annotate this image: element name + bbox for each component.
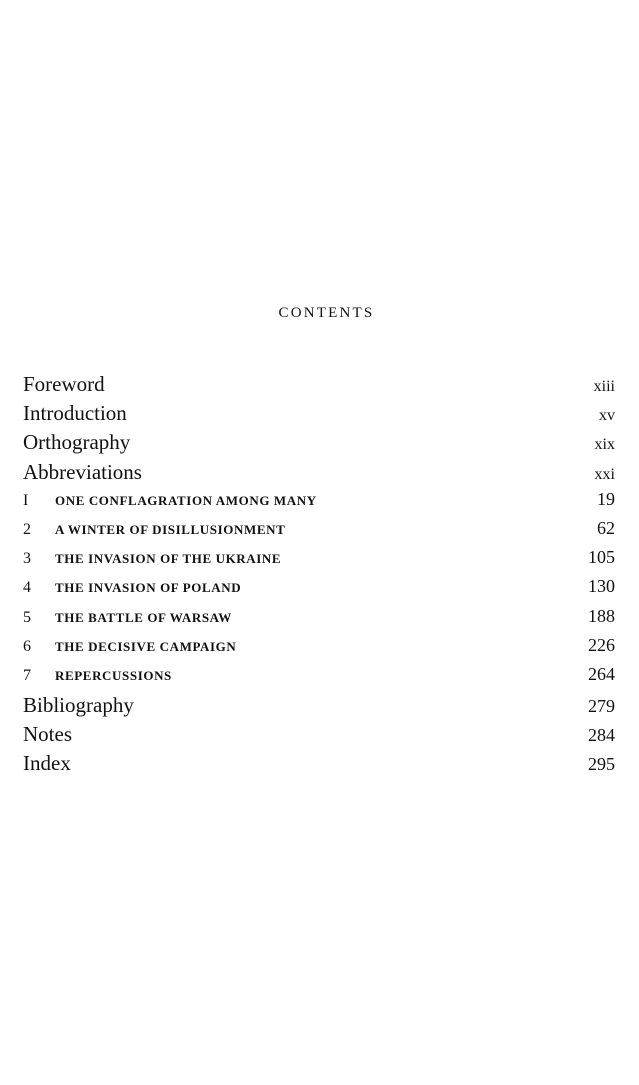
chapter-title: THE BATTLE OF WARSAW bbox=[55, 609, 232, 625]
chapter-number: I bbox=[23, 491, 29, 509]
entry-page: xv bbox=[599, 407, 615, 425]
chapter-number: 3 bbox=[23, 550, 31, 568]
entry-page: xiii bbox=[593, 378, 615, 395]
toc-entry-chapter-2 bbox=[23, 518, 615, 547]
toc-entry-chapter-4 bbox=[23, 576, 615, 605]
chapter-title: ONE CONFLAGRATION AMONG MANY bbox=[55, 492, 317, 508]
toc-entry-introduction bbox=[23, 401, 615, 430]
toc-entry-notes bbox=[23, 722, 615, 751]
chapter-number: 5 bbox=[23, 608, 31, 626]
toc-entry-orthography bbox=[23, 430, 615, 459]
toc-entry-chapter-5 bbox=[23, 606, 615, 635]
chapter-title: THE DECISIVE CAMPAIGN bbox=[55, 638, 237, 654]
entry-page: 130 bbox=[588, 576, 615, 597]
chapter-number: 2 bbox=[23, 520, 31, 538]
entry-title: Introduction bbox=[23, 401, 127, 426]
entry-title: Bibliography bbox=[23, 693, 134, 718]
chapter-number: 6 bbox=[23, 637, 31, 655]
chapter-number: 7 bbox=[23, 666, 31, 684]
toc-entry-chapter-6 bbox=[23, 635, 615, 664]
entry-page: 226 bbox=[588, 634, 615, 655]
entry-page: 284 bbox=[588, 725, 615, 746]
toc-entry-bibliography bbox=[23, 693, 615, 722]
entry-title: Foreword bbox=[23, 372, 105, 396]
entry-page: 264 bbox=[588, 663, 615, 684]
entry-page: 105 bbox=[588, 547, 615, 568]
chapter-title: A WINTER OF DISILLUSIONMENT bbox=[55, 521, 286, 537]
toc-entry-foreword bbox=[23, 372, 615, 401]
entry-title: Orthography bbox=[23, 430, 131, 455]
entry-page: 188 bbox=[588, 605, 615, 626]
table-of-contents bbox=[23, 372, 615, 781]
toc-entry-chapter-3 bbox=[23, 547, 615, 576]
toc-entry-chapter-7 bbox=[23, 664, 615, 693]
toc-entry-chapter-1 bbox=[23, 489, 615, 518]
chapter-title: THE INVASION OF POLAND bbox=[55, 580, 242, 596]
entry-page: 62 bbox=[597, 517, 615, 538]
chapter-title: THE INVASION OF THE UKRAINE bbox=[55, 551, 282, 567]
toc-entry-abbreviations bbox=[23, 460, 615, 489]
contents-heading: CONTENTS bbox=[278, 305, 375, 321]
chapter-number: 4 bbox=[23, 579, 31, 597]
entry-title: Notes bbox=[23, 722, 72, 747]
entry-page: 279 bbox=[588, 696, 615, 717]
chapter-title: REPERCUSSIONS bbox=[55, 667, 172, 683]
entry-page: 19 bbox=[597, 488, 615, 509]
entry-title: Abbreviations bbox=[23, 459, 142, 484]
toc-entry-index bbox=[23, 751, 615, 780]
entry-page: xxi bbox=[594, 465, 615, 483]
entry-page: xix bbox=[594, 436, 615, 454]
entry-title: Index bbox=[23, 751, 71, 776]
entry-page: 295 bbox=[588, 754, 615, 775]
